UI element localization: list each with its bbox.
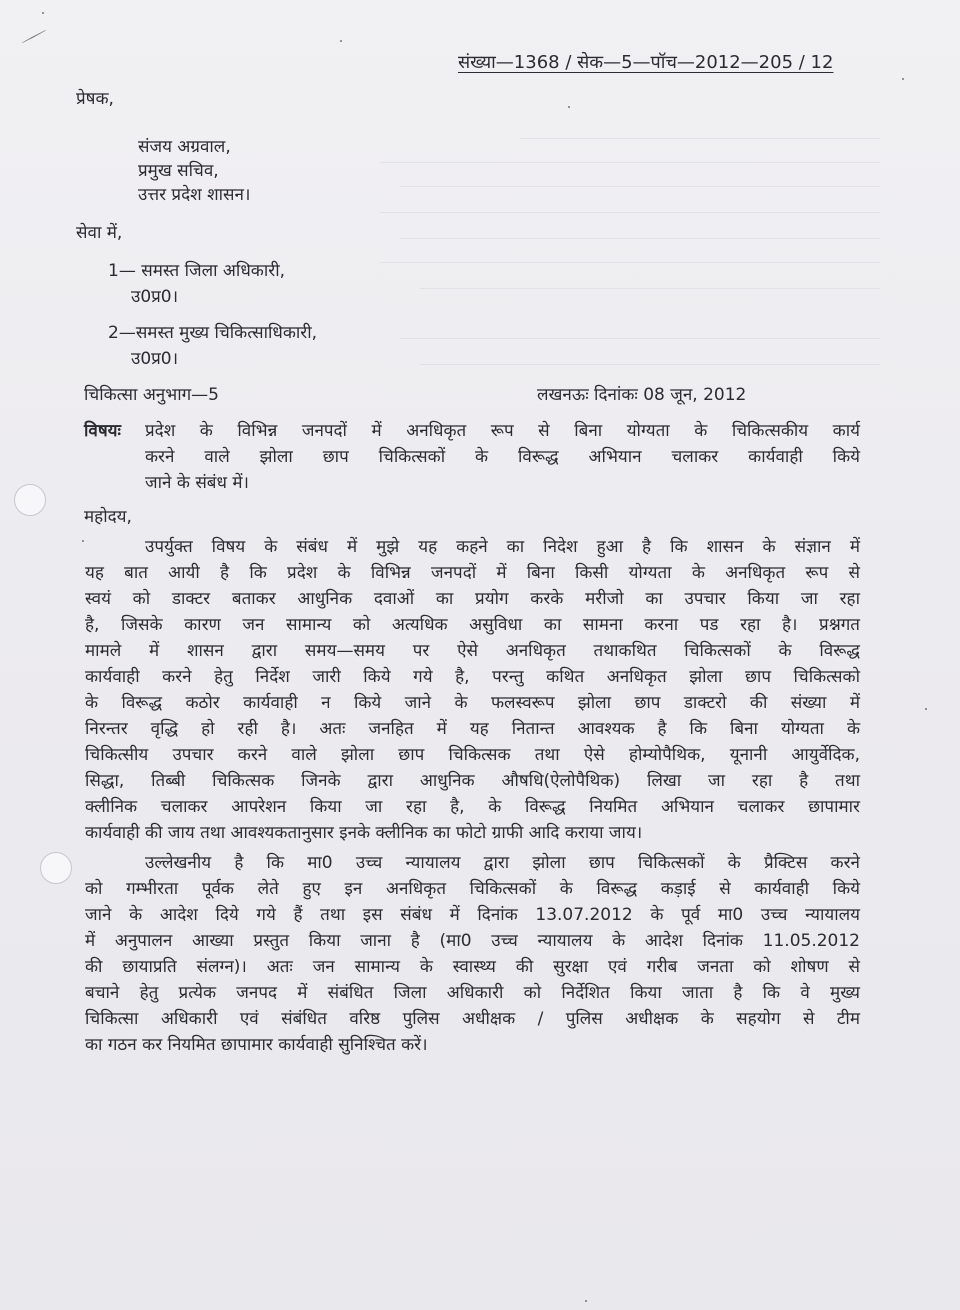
paragraph-1-line: क्लीनिक चलाकर आपरेशन किया जा रहा है, के विरूद्ध नियमित अभियान चलाकर छापामार [85, 797, 860, 817]
subject-line: प्रदेश के विभिन्न जनपदों में अनधिकृत रूप से बिना योग्यता के चिकित्सकीय कार्य [145, 421, 860, 441]
to-label: सेवा में, [76, 223, 123, 243]
recipient-2-line1: 2—समस्त मुख्य चिकित्साधिकारी, [108, 323, 318, 343]
paragraph-1-line: निरन्तर वृद्धि हो रही है। अतः जनहित में यह नितान्त आवश्यक है कि बिना योग्यता के [85, 719, 860, 739]
bleed-through-line [380, 162, 880, 163]
subject-label: विषयः [84, 421, 121, 441]
paragraph-1-line: है, जिसके कारण जन सामान्य को अत्यधिक असुविधा का सामना करना पड रहा है। प्रश्नगत [85, 615, 860, 635]
from-label: प्रेषक, [76, 89, 114, 109]
paragraph-2-line: की छायाप्रति संलग्न)। अतः जन सामान्य के स्वास्थ्य की सुरक्षा एवं गरीब जनता को शोषण से [85, 957, 860, 977]
paragraph-2-line: में अनुपालन आख्या प्रस्तुत किया जाना है (मा0 उच्च न्यायालय के आदेश दिनांक 11.05.2012 [85, 931, 860, 951]
salutation: महोदय, [84, 507, 132, 527]
paper-mark [21, 29, 46, 43]
paragraph-1-line: चिकित्सीय उपचार करने वाले झोला छाप चिकित्सक तथा ऐसे होम्योपैथिक, यूनानी आयुर्वेदिक, [85, 745, 860, 765]
reference-number: संख्या—1368 / सेक—5—पॉच—2012—205 / 12 [458, 52, 834, 73]
bleed-through-line [380, 262, 880, 263]
section-name: चिकित्सा अनुभाग—5 [84, 385, 219, 405]
sender-name: संजय अग्रवाल, [138, 137, 231, 157]
subject-line: करने वाले झोला छाप चिकित्सकों के विरूद्ध अभियान चलाकर कार्यवाही किये [145, 447, 860, 467]
bleed-through-line [380, 212, 880, 213]
paragraph-2-line: चिकित्सा अधिकारी एवं संबंधित वरिष्ठ पुलिस अधीक्षक / पुलिस अधीक्षक के सहयोग से टीम [85, 1009, 860, 1029]
paragraph-1-line: मामले में शासन द्वारा समय—समय पर ऐसे अनधिकृत तथाकथित चिकित्सकों के विरूद्ध [85, 641, 860, 661]
bleed-through-line [400, 338, 880, 339]
paragraph-1-line: कार्यवाही करने हेतु निर्देश जारी किये गये है, परन्तु कथित अनधिकृत झोला छाप चिकित्सको [85, 667, 860, 687]
paper-speck [902, 78, 904, 80]
subject-line: जाने के संबंध में। [145, 473, 249, 493]
sender-government: उत्तर प्रदेश शासन। [138, 185, 251, 205]
place-date: लखनऊः दिनांकः 08 जून, 2012 [537, 385, 747, 405]
paragraph-1-line: सिद्धा, तिब्बी चिकित्सक जिनके द्वारा आधुनिक औषधि(ऐलोपैथिक) लिखा जा रहा है तथा [85, 771, 860, 791]
bleed-through-line [400, 238, 880, 239]
bleed-through-line [420, 364, 880, 365]
bleed-through-line [520, 138, 880, 139]
punch-hole [14, 484, 46, 516]
paragraph-2-line: बचाने हेतु प्रत्येक जनपद में संबंधित जिला अधिकारी को निर्देशित किया जाता है कि वे मुख्य [85, 983, 860, 1003]
paragraph-2-line: का गठन कर नियमित छापामार कार्यवाही सुनिश्चित करें। [85, 1035, 428, 1055]
paper-speck [340, 40, 342, 42]
paragraph-1-line: यह बात आयी है कि प्रदेश के विभिन्न जनपदों में बिना किसी योग्यता के अनधिकृत रूप से [85, 563, 860, 583]
paper-speck [42, 12, 44, 14]
paragraph-1-line: कार्यवाही की जाय तथा आवश्यकतानुसार इनके क्लीनिक का फोटो ग्राफी आदि कराया जाय। [85, 823, 643, 843]
recipient-1-line1: 1— समस्त जिला अधिकारी, [108, 261, 285, 281]
paper-speck [925, 708, 927, 710]
paragraph-2-line: जाने के आदेश दिये गये हैं तथा इस संबंध में दिनांक 13.07.2012 के पूर्व मा0 उच्च न्यायालय [85, 905, 860, 925]
paragraph-1-line: उपर्युक्त विषय के संबंध में मुझे यह कहने का निदेश हुआ है कि शासन के संज्ञान में [145, 537, 860, 557]
sender-designation: प्रमुख सचिव, [138, 161, 219, 181]
punch-hole [40, 852, 72, 884]
paragraph-1-line: स्वयं को डाक्टर बताकर आधुनिक दवाओं का प्रयोग करके मरीजो का उपचार किया जा रहा [85, 589, 860, 609]
paragraph-2-line: को गम्भीरता पूर्वक लेते हुए इन अनधिकृत चिकित्सकों के विरूद्ध कड़ाई से कार्यवाही किये [85, 879, 860, 899]
paper-speck [82, 540, 84, 542]
bleed-through-line [420, 288, 880, 289]
paper-speck [568, 106, 570, 108]
paper-speck [585, 1300, 587, 1302]
paragraph-2-line: उल्लेखनीय है कि मा0 उच्च न्यायालय द्वारा झोला छाप चिकित्सकों के प्रैक्टिस करने [145, 853, 860, 873]
bleed-through-line [400, 186, 880, 187]
paragraph-1-line: के विरूद्ध कठोर कार्यवाही न किये जाने के फलस्वरूप झोला छाप डाक्टरो की संख्या में [85, 693, 860, 713]
recipient-2-line2: उ0प्र0। [131, 349, 179, 369]
recipient-1-line2: उ0प्र0। [131, 287, 179, 307]
